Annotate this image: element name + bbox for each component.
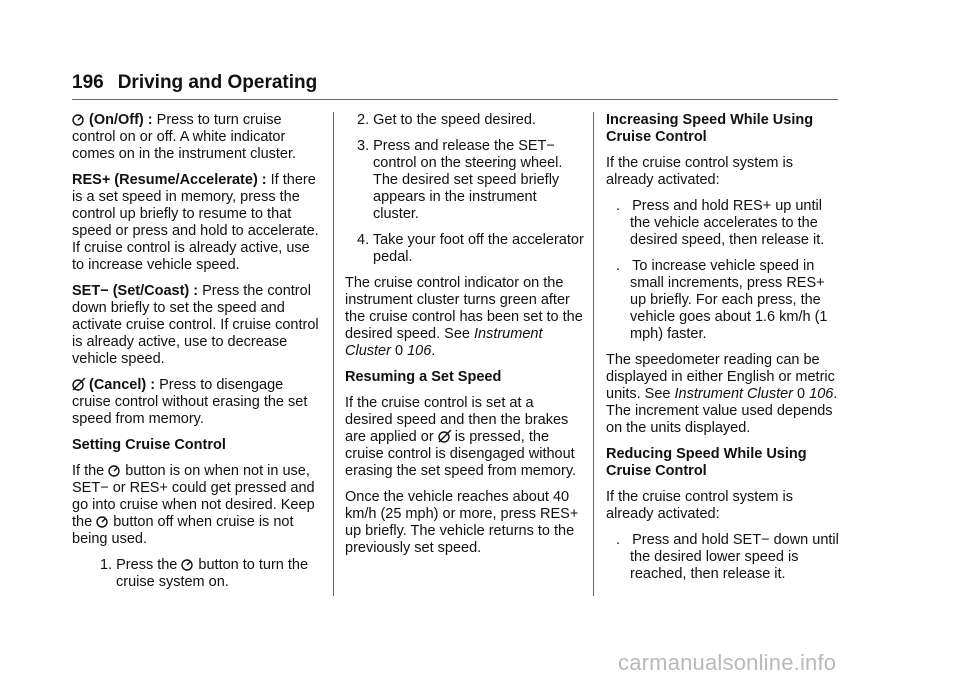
- list-item: [606, 532, 840, 583]
- cruise-cancel-icon: [72, 377, 86, 391]
- step-2: 2. Get to the speed desired.: [357, 112, 536, 128]
- column-3: [606, 112, 840, 592]
- inc-bullet-1: Press and hold RES+ up until the vehicle accelerates to the desired speed, then release it.: [630, 198, 825, 248]
- ref-page[interactable]: 106: [809, 386, 834, 402]
- step-1: [72, 557, 324, 591]
- step-4: 4. Take your foot off the accelerator pedal.: [357, 232, 584, 265]
- bullet-mark: .: [616, 258, 621, 274]
- ref-arrow: 0: [797, 386, 806, 402]
- set-text: Press the control down briefly to set the speed and activate cruise control. If cruise control is already active, use to decrease vehicle speed.: [72, 283, 319, 367]
- ref-page[interactable]: 106: [407, 343, 432, 359]
- cruise-onoff-icon: [72, 112, 86, 126]
- set-label: SET− (Set/Coast) :: [72, 283, 199, 299]
- cruise-cancel-icon: [438, 429, 452, 443]
- red-bullet-1: Press and hold SET− down until the desired lower speed is reached, then release it.: [630, 532, 839, 582]
- step-3: 3. Press and release the SET− control on the steering wheel. The desired set speed briefly appears in the instrument cluster.: [357, 138, 563, 222]
- res-paragraph: [72, 172, 324, 274]
- reducing-intro: If the cruise control system is already activated:: [606, 489, 793, 522]
- instrument-cluster-link[interactable]: Instrument Cluster: [674, 386, 793, 402]
- cruise-onoff-icon: [108, 463, 122, 477]
- instrument-cluster-link[interactable]: Instrument Cluster: [345, 326, 543, 359]
- cruise-onoff-icon: [181, 557, 195, 571]
- watermark: carmanualsonline.info: [618, 650, 837, 675]
- column-1: [72, 112, 324, 600]
- cancel-text: Press to disengage cruise control without erasing the set speed from memory.: [72, 377, 308, 427]
- onoff-paragraph: [72, 112, 324, 163]
- period: .: [431, 343, 436, 359]
- indicator-paragraph: [345, 275, 585, 360]
- indicator-text: The cruise control indicator on the instrument cluster turns green after the cruise control has been set to the desired speed. See: [345, 275, 583, 342]
- resume-heading: Resuming a Set Speed: [345, 369, 502, 385]
- reducing-heading: Reducing Speed While Using Cruise Control: [606, 446, 807, 479]
- step-1-text-a: Press the: [116, 557, 178, 573]
- bullet-mark: .: [616, 198, 621, 214]
- speedo-paragraph: [606, 352, 840, 437]
- ref-arrow: 0: [394, 343, 404, 359]
- header-rule: [72, 99, 838, 100]
- cruise-onoff-icon: [96, 514, 110, 528]
- list-item: [606, 198, 840, 249]
- inc-bullet-2: To increase vehicle speed in small increments, press RES+ up briefly. For each press, the vehicle goes about 1.6 km/h (1 mph) faster.: [630, 258, 828, 342]
- resume-paragraph: [345, 395, 585, 480]
- keep-rest-text: button off when cruise is not being used.: [72, 514, 294, 547]
- increasing-intro: If the cruise control system is already activated:: [606, 155, 793, 188]
- column-divider-1: [333, 112, 334, 596]
- step-1-text-b: button to turn the cruise system on.: [116, 557, 309, 590]
- set-paragraph: [72, 283, 324, 368]
- onoff-label: (On/Off) :: [89, 112, 153, 128]
- bullet-mark: .: [616, 532, 621, 548]
- if-the-text: If the: [72, 463, 105, 479]
- setting-heading: Setting Cruise Control: [72, 437, 226, 453]
- column-2: [345, 112, 585, 566]
- res-label: RES+ (Resume/Accelerate) :: [72, 172, 267, 188]
- page-title: Driving and Operating: [117, 72, 318, 93]
- increasing-heading: Increasing Speed While Using Cruise Control: [606, 112, 814, 145]
- speedo-text-b: . The increment value used depends on the units displayed.: [606, 386, 838, 436]
- page-header: [72, 72, 838, 94]
- resume-text-a: If the cruise control is set at a desired speed and then the brakes are applied or: [345, 395, 569, 445]
- column-divider-2: [593, 112, 594, 596]
- res-text: If there is a set speed in memory, press the control up briefly to resume to that speed or press and hold to accelerate. If cruise control is already active, use to increase vehicle speed.: [72, 172, 319, 273]
- onoff-text: Press to turn cruise control on or off. A white indicator comes on in the instrument cluster.: [72, 112, 297, 162]
- cancel-label: (Cancel) :: [89, 377, 156, 393]
- once-paragraph: Once the vehicle reaches about 40 km/h (25 mph) or more, press RES+ up briefly. The vehicle returns to the previously set speed.: [345, 489, 579, 556]
- cancel-paragraph: [72, 377, 324, 428]
- speedo-text-a: The speedometer reading can be displayed in either English or metric units. See: [606, 352, 835, 402]
- list-item: [606, 258, 840, 343]
- if-rest-text: button is on when not in use, SET− or RES+ could get pressed and go into cruise when not desired. Keep the: [72, 463, 315, 530]
- resume-text-b: is pressed, the cruise control is disengaged without erasing the set speed from memory.: [345, 429, 577, 479]
- setting-paragraph: [72, 463, 324, 548]
- step-1-number: 1.: [100, 557, 113, 573]
- page-number: 196: [72, 72, 104, 93]
